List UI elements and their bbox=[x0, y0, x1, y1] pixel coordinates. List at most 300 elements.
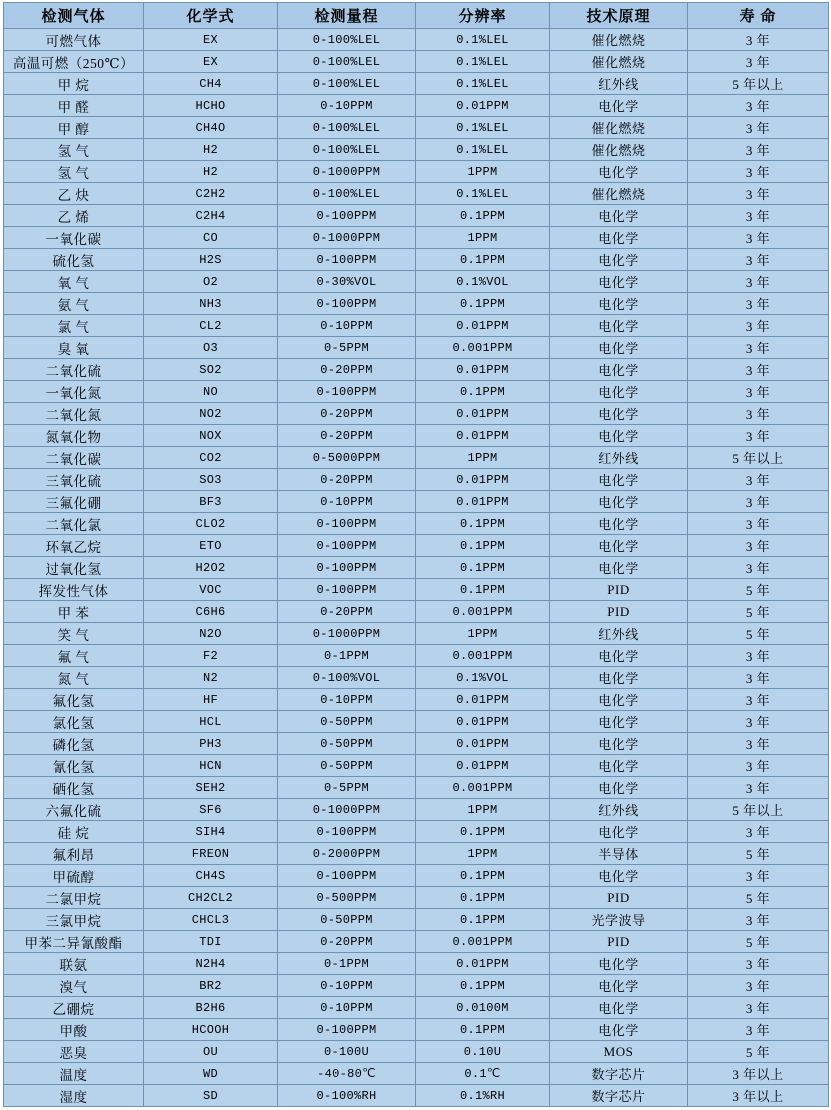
cell-chemical-formula: H2S bbox=[144, 249, 278, 271]
cell-detection-range: 0-20PPM bbox=[278, 359, 416, 381]
cell-lifetime: 3 年 bbox=[688, 205, 829, 227]
table-row bbox=[4, 403, 829, 425]
cell-resolution: 0.01PPM bbox=[416, 469, 550, 491]
table-row bbox=[4, 689, 829, 711]
cell-resolution: 1PPM bbox=[416, 227, 550, 249]
cell-resolution: 0.10U bbox=[416, 1041, 550, 1063]
cell-detection-range: 0-100PPM bbox=[278, 293, 416, 315]
cell-technology: 电化学 bbox=[550, 381, 688, 403]
cell-detection-range: 0-100U bbox=[278, 1041, 416, 1063]
cell-technology: 电化学 bbox=[550, 271, 688, 293]
cell-chemical-formula: VOC bbox=[144, 579, 278, 601]
cell-technology: 电化学 bbox=[550, 249, 688, 271]
table-row bbox=[4, 469, 829, 491]
table-row bbox=[4, 447, 829, 469]
cell-detection-range: 0-100PPM bbox=[278, 821, 416, 843]
cell-technology: 数字芯片 bbox=[550, 1063, 688, 1085]
cell-resolution: 0.01PPM bbox=[416, 755, 550, 777]
cell-detection-range: 0-100%LEL bbox=[278, 51, 416, 73]
cell-resolution: 0.1%RH bbox=[416, 1085, 550, 1107]
table-row bbox=[4, 73, 829, 95]
cell-detection-range: 0-50PPM bbox=[278, 909, 416, 931]
cell-resolution: 0.1PPM bbox=[416, 293, 550, 315]
cell-detection-range: 0-100%LEL bbox=[278, 183, 416, 205]
cell-resolution: 0.1PPM bbox=[416, 887, 550, 909]
cell-chemical-formula: BR2 bbox=[144, 975, 278, 997]
cell-resolution: 0.1PPM bbox=[416, 381, 550, 403]
cell-gas-name: 氰化氢 bbox=[4, 755, 144, 777]
cell-resolution: 0.01PPM bbox=[416, 425, 550, 447]
cell-lifetime: 3 年 bbox=[688, 183, 829, 205]
cell-chemical-formula: NO bbox=[144, 381, 278, 403]
cell-lifetime: 3 年以上 bbox=[688, 1063, 829, 1085]
cell-resolution: 0.1%VOL bbox=[416, 667, 550, 689]
cell-gas-name: 乙硼烷 bbox=[4, 997, 144, 1019]
cell-gas-name: 恶臭 bbox=[4, 1041, 144, 1063]
cell-technology: 电化学 bbox=[550, 645, 688, 667]
cell-resolution: 0.001PPM bbox=[416, 777, 550, 799]
cell-detection-range: 0-100PPM bbox=[278, 381, 416, 403]
cell-resolution: 0.001PPM bbox=[416, 601, 550, 623]
cell-technology: 电化学 bbox=[550, 491, 688, 513]
cell-chemical-formula: CH4S bbox=[144, 865, 278, 887]
cell-resolution: 0.01PPM bbox=[416, 711, 550, 733]
cell-detection-range: 0-100PPM bbox=[278, 579, 416, 601]
cell-gas-name: 甲 醇 bbox=[4, 117, 144, 139]
cell-detection-range: 0-10PPM bbox=[278, 997, 416, 1019]
table-row bbox=[4, 843, 829, 865]
table-row bbox=[4, 755, 829, 777]
cell-detection-range: 0-30%VOL bbox=[278, 271, 416, 293]
cell-lifetime: 3 年 bbox=[688, 975, 829, 997]
cell-detection-range: 0-5PPM bbox=[278, 777, 416, 799]
cell-chemical-formula: NO2 bbox=[144, 403, 278, 425]
table-row bbox=[4, 799, 829, 821]
cell-lifetime: 5 年 bbox=[688, 931, 829, 953]
cell-lifetime: 3 年 bbox=[688, 667, 829, 689]
table-row bbox=[4, 997, 829, 1019]
cell-lifetime: 3 年 bbox=[688, 997, 829, 1019]
table-row bbox=[4, 95, 829, 117]
cell-technology: PID bbox=[550, 601, 688, 623]
cell-detection-range: 0-5PPM bbox=[278, 337, 416, 359]
cell-technology: 电化学 bbox=[550, 821, 688, 843]
cell-lifetime: 3 年 bbox=[688, 271, 829, 293]
cell-technology: 催化燃烧 bbox=[550, 139, 688, 161]
cell-technology: 电化学 bbox=[550, 755, 688, 777]
cell-lifetime: 3 年 bbox=[688, 315, 829, 337]
table-row bbox=[4, 491, 829, 513]
cell-technology: 电化学 bbox=[550, 733, 688, 755]
cell-gas-name: 挥发性气体 bbox=[4, 579, 144, 601]
cell-resolution: 0.1PPM bbox=[416, 821, 550, 843]
cell-gas-name: 甲酸 bbox=[4, 1019, 144, 1041]
cell-lifetime: 3 年 bbox=[688, 865, 829, 887]
cell-resolution: 0.1PPM bbox=[416, 205, 550, 227]
cell-lifetime: 3 年 bbox=[688, 51, 829, 73]
cell-detection-range: 0-500PPM bbox=[278, 887, 416, 909]
cell-detection-range: 0-100PPM bbox=[278, 205, 416, 227]
cell-gas-name: 乙 烯 bbox=[4, 205, 144, 227]
cell-resolution: 0.1%LEL bbox=[416, 183, 550, 205]
cell-technology: 电化学 bbox=[550, 953, 688, 975]
cell-lifetime: 5 年 bbox=[688, 1041, 829, 1063]
cell-chemical-formula: ETO bbox=[144, 535, 278, 557]
cell-chemical-formula: N2 bbox=[144, 667, 278, 689]
cell-gas-name: 氮氧化物 bbox=[4, 425, 144, 447]
table-header bbox=[4, 3, 829, 29]
cell-chemical-formula: NOX bbox=[144, 425, 278, 447]
cell-chemical-formula: F2 bbox=[144, 645, 278, 667]
table-row bbox=[4, 777, 829, 799]
cell-gas-name: 甲苯二异氰酸酯 bbox=[4, 931, 144, 953]
cell-lifetime: 3 年 bbox=[688, 161, 829, 183]
cell-detection-range: 0-20PPM bbox=[278, 469, 416, 491]
table-row bbox=[4, 227, 829, 249]
table-row bbox=[4, 975, 829, 997]
cell-technology: 催化燃烧 bbox=[550, 51, 688, 73]
cell-lifetime: 3 年 bbox=[688, 689, 829, 711]
cell-technology: 电化学 bbox=[550, 205, 688, 227]
cell-chemical-formula: SO3 bbox=[144, 469, 278, 491]
cell-technology: 催化燃烧 bbox=[550, 117, 688, 139]
cell-chemical-formula: WD bbox=[144, 1063, 278, 1085]
cell-lifetime: 3 年 bbox=[688, 95, 829, 117]
cell-resolution: 0.1%VOL bbox=[416, 271, 550, 293]
cell-detection-range: 0-50PPM bbox=[278, 711, 416, 733]
table-row bbox=[4, 359, 829, 381]
cell-resolution: 0.1PPM bbox=[416, 535, 550, 557]
cell-technology: 电化学 bbox=[550, 337, 688, 359]
cell-gas-name: 氮 气 bbox=[4, 667, 144, 689]
cell-technology: 红外线 bbox=[550, 73, 688, 95]
cell-detection-range: 0-100%RH bbox=[278, 1085, 416, 1107]
table-row bbox=[4, 887, 829, 909]
cell-gas-name: 三氧化硫 bbox=[4, 469, 144, 491]
cell-gas-name: 氢 气 bbox=[4, 139, 144, 161]
cell-chemical-formula: C2H4 bbox=[144, 205, 278, 227]
cell-resolution: 0.01PPM bbox=[416, 491, 550, 513]
cell-gas-name: 二氧化氮 bbox=[4, 403, 144, 425]
cell-technology: PID bbox=[550, 931, 688, 953]
cell-detection-range: 0-1PPM bbox=[278, 645, 416, 667]
cell-lifetime: 3 年 bbox=[688, 733, 829, 755]
cell-lifetime: 3 年 bbox=[688, 227, 829, 249]
cell-lifetime: 3 年 bbox=[688, 491, 829, 513]
table-row bbox=[4, 623, 829, 645]
cell-resolution: 0.1PPM bbox=[416, 909, 550, 931]
cell-technology: 电化学 bbox=[550, 161, 688, 183]
table-row bbox=[4, 865, 829, 887]
cell-resolution: 0.1%LEL bbox=[416, 139, 550, 161]
table-row bbox=[4, 821, 829, 843]
cell-resolution: 0.0100M bbox=[416, 997, 550, 1019]
cell-technology: 电化学 bbox=[550, 711, 688, 733]
cell-chemical-formula: H2O2 bbox=[144, 557, 278, 579]
cell-lifetime: 3 年 bbox=[688, 909, 829, 931]
table-row bbox=[4, 117, 829, 139]
cell-detection-range: 0-100PPM bbox=[278, 1019, 416, 1041]
cell-chemical-formula: SF6 bbox=[144, 799, 278, 821]
cell-detection-range: 0-2000PPM bbox=[278, 843, 416, 865]
cell-gas-name: 六氟化硫 bbox=[4, 799, 144, 821]
cell-detection-range: 0-50PPM bbox=[278, 755, 416, 777]
cell-gas-name: 磷化氢 bbox=[4, 733, 144, 755]
cell-resolution: 1PPM bbox=[416, 623, 550, 645]
column-header-technology: 技术原理 bbox=[550, 3, 688, 29]
cell-lifetime: 3 年 bbox=[688, 403, 829, 425]
cell-gas-name: 二氯甲烷 bbox=[4, 887, 144, 909]
cell-detection-range: 0-20PPM bbox=[278, 425, 416, 447]
cell-resolution: 1PPM bbox=[416, 447, 550, 469]
cell-resolution: 0.1PPM bbox=[416, 513, 550, 535]
cell-chemical-formula: CH4O bbox=[144, 117, 278, 139]
cell-technology: 半导体 bbox=[550, 843, 688, 865]
table-row bbox=[4, 315, 829, 337]
cell-lifetime: 3 年 bbox=[688, 117, 829, 139]
cell-gas-name: 硅 烷 bbox=[4, 821, 144, 843]
cell-detection-range: 0-100%VOL bbox=[278, 667, 416, 689]
cell-chemical-formula: N2O bbox=[144, 623, 278, 645]
cell-resolution: 0.1PPM bbox=[416, 579, 550, 601]
cell-chemical-formula: OU bbox=[144, 1041, 278, 1063]
cell-gas-name: 二氧化硫 bbox=[4, 359, 144, 381]
cell-chemical-formula: C6H6 bbox=[144, 601, 278, 623]
table-row bbox=[4, 293, 829, 315]
cell-detection-range: 0-20PPM bbox=[278, 931, 416, 953]
table-row bbox=[4, 1063, 829, 1085]
cell-gas-name: 溴气 bbox=[4, 975, 144, 997]
cell-gas-name: 三氟化硼 bbox=[4, 491, 144, 513]
cell-chemical-formula: HCN bbox=[144, 755, 278, 777]
cell-technology: 红外线 bbox=[550, 447, 688, 469]
table-row bbox=[4, 139, 829, 161]
cell-detection-range: 0-1000PPM bbox=[278, 161, 416, 183]
cell-chemical-formula: CHCL3 bbox=[144, 909, 278, 931]
cell-technology: 电化学 bbox=[550, 667, 688, 689]
cell-detection-range: 0-100PPM bbox=[278, 513, 416, 535]
cell-detection-range: 0-1000PPM bbox=[278, 227, 416, 249]
cell-lifetime: 5 年以上 bbox=[688, 799, 829, 821]
cell-chemical-formula: C2H2 bbox=[144, 183, 278, 205]
cell-detection-range: 0-100%LEL bbox=[278, 139, 416, 161]
cell-lifetime: 3 年 bbox=[688, 953, 829, 975]
cell-chemical-formula: O2 bbox=[144, 271, 278, 293]
cell-resolution: 0.1%LEL bbox=[416, 73, 550, 95]
cell-chemical-formula: H2 bbox=[144, 161, 278, 183]
table-header-row bbox=[4, 3, 829, 29]
cell-lifetime: 5 年以上 bbox=[688, 73, 829, 95]
cell-lifetime: 5 年 bbox=[688, 887, 829, 909]
cell-lifetime: 3 年 bbox=[688, 777, 829, 799]
cell-technology: 电化学 bbox=[550, 293, 688, 315]
cell-resolution: 0.1PPM bbox=[416, 865, 550, 887]
cell-detection-range: 0-100PPM bbox=[278, 535, 416, 557]
cell-technology: 电化学 bbox=[550, 315, 688, 337]
cell-lifetime: 3 年 bbox=[688, 381, 829, 403]
cell-resolution: 0.1PPM bbox=[416, 975, 550, 997]
cell-chemical-formula: CO bbox=[144, 227, 278, 249]
table-row bbox=[4, 205, 829, 227]
cell-resolution: 1PPM bbox=[416, 799, 550, 821]
cell-detection-range: 0-5000PPM bbox=[278, 447, 416, 469]
table-row bbox=[4, 931, 829, 953]
table-row bbox=[4, 601, 829, 623]
cell-lifetime: 3 年 bbox=[688, 557, 829, 579]
cell-chemical-formula: H2 bbox=[144, 139, 278, 161]
cell-resolution: 0.01PPM bbox=[416, 689, 550, 711]
cell-gas-name: 氟利昂 bbox=[4, 843, 144, 865]
cell-chemical-formula: PH3 bbox=[144, 733, 278, 755]
cell-gas-name: 环氧乙烷 bbox=[4, 535, 144, 557]
cell-chemical-formula: N2H4 bbox=[144, 953, 278, 975]
column-header-chemical-formula: 化学式 bbox=[144, 3, 278, 29]
cell-gas-name: 氢 气 bbox=[4, 161, 144, 183]
cell-technology: 电化学 bbox=[550, 95, 688, 117]
cell-lifetime: 3 年 bbox=[688, 755, 829, 777]
cell-lifetime: 3 年 bbox=[688, 249, 829, 271]
cell-chemical-formula: HCHO bbox=[144, 95, 278, 117]
table-row bbox=[4, 249, 829, 271]
cell-lifetime: 3 年 bbox=[688, 535, 829, 557]
cell-resolution: 0.1PPM bbox=[416, 1019, 550, 1041]
cell-resolution: 0.01PPM bbox=[416, 953, 550, 975]
cell-resolution: 0.01PPM bbox=[416, 733, 550, 755]
cell-technology: 光学波导 bbox=[550, 909, 688, 931]
cell-gas-name: 硫化氢 bbox=[4, 249, 144, 271]
cell-resolution: 0.1%LEL bbox=[416, 51, 550, 73]
cell-chemical-formula: EX bbox=[144, 29, 278, 51]
cell-technology: 电化学 bbox=[550, 997, 688, 1019]
cell-technology: 红外线 bbox=[550, 623, 688, 645]
table-row bbox=[4, 161, 829, 183]
cell-detection-range: 0-1000PPM bbox=[278, 623, 416, 645]
cell-gas-name: 温度 bbox=[4, 1063, 144, 1085]
cell-chemical-formula: CO2 bbox=[144, 447, 278, 469]
cell-gas-name: 二氧化碳 bbox=[4, 447, 144, 469]
cell-technology: 电化学 bbox=[550, 689, 688, 711]
table-row bbox=[4, 1019, 829, 1041]
cell-gas-name: 高温可燃（250℃） bbox=[4, 51, 144, 73]
cell-gas-name: 三氯甲烷 bbox=[4, 909, 144, 931]
column-header-resolution: 分辨率 bbox=[416, 3, 550, 29]
cell-lifetime: 3 年 bbox=[688, 469, 829, 491]
cell-gas-name: 可燃气体 bbox=[4, 29, 144, 51]
cell-lifetime: 3 年以上 bbox=[688, 1085, 829, 1107]
cell-lifetime: 3 年 bbox=[688, 513, 829, 535]
table-row bbox=[4, 733, 829, 755]
cell-resolution: 1PPM bbox=[416, 843, 550, 865]
cell-gas-name: 氯化氢 bbox=[4, 711, 144, 733]
cell-technology: 电化学 bbox=[550, 227, 688, 249]
table-body bbox=[4, 29, 829, 1107]
cell-resolution: 0.1PPM bbox=[416, 249, 550, 271]
cell-gas-name: 一氧化碳 bbox=[4, 227, 144, 249]
cell-chemical-formula: NH3 bbox=[144, 293, 278, 315]
cell-technology: PID bbox=[550, 887, 688, 909]
cell-technology: 电化学 bbox=[550, 469, 688, 491]
column-header-gas-name: 检测气体 bbox=[4, 3, 144, 29]
cell-lifetime: 5 年 bbox=[688, 601, 829, 623]
cell-chemical-formula: O3 bbox=[144, 337, 278, 359]
cell-chemical-formula: HF bbox=[144, 689, 278, 711]
cell-gas-name: 硒化氢 bbox=[4, 777, 144, 799]
cell-gas-name: 联氨 bbox=[4, 953, 144, 975]
table-row bbox=[4, 381, 829, 403]
cell-chemical-formula: CH2CL2 bbox=[144, 887, 278, 909]
cell-technology: 红外线 bbox=[550, 799, 688, 821]
cell-detection-range: 0-100%LEL bbox=[278, 29, 416, 51]
cell-detection-range: 0-10PPM bbox=[278, 689, 416, 711]
cell-technology: 电化学 bbox=[550, 865, 688, 887]
cell-chemical-formula: SEH2 bbox=[144, 777, 278, 799]
cell-lifetime: 3 年 bbox=[688, 1019, 829, 1041]
cell-gas-name: 甲 醛 bbox=[4, 95, 144, 117]
cell-chemical-formula: FREON bbox=[144, 843, 278, 865]
table-row bbox=[4, 579, 829, 601]
cell-technology: 电化学 bbox=[550, 359, 688, 381]
cell-lifetime: 3 年 bbox=[688, 821, 829, 843]
cell-lifetime: 3 年 bbox=[688, 29, 829, 51]
cell-resolution: 0.01PPM bbox=[416, 403, 550, 425]
cell-gas-name: 笑 气 bbox=[4, 623, 144, 645]
cell-technology: 电化学 bbox=[550, 777, 688, 799]
cell-chemical-formula: SD bbox=[144, 1085, 278, 1107]
cell-lifetime: 3 年 bbox=[688, 337, 829, 359]
cell-chemical-formula: EX bbox=[144, 51, 278, 73]
cell-lifetime: 5 年 bbox=[688, 623, 829, 645]
table-row bbox=[4, 711, 829, 733]
cell-gas-name: 二氧化氯 bbox=[4, 513, 144, 535]
cell-detection-range: 0-1000PPM bbox=[278, 799, 416, 821]
cell-detection-range: -40-80℃ bbox=[278, 1063, 416, 1085]
cell-technology: 电化学 bbox=[550, 535, 688, 557]
cell-technology: 电化学 bbox=[550, 975, 688, 997]
cell-gas-name: 氯 气 bbox=[4, 315, 144, 337]
cell-gas-name: 氟化氢 bbox=[4, 689, 144, 711]
cell-detection-range: 0-20PPM bbox=[278, 601, 416, 623]
cell-resolution: 0.01PPM bbox=[416, 95, 550, 117]
cell-lifetime: 5 年 bbox=[688, 843, 829, 865]
cell-technology: 电化学 bbox=[550, 557, 688, 579]
cell-detection-range: 0-10PPM bbox=[278, 975, 416, 997]
cell-resolution: 0.1PPM bbox=[416, 557, 550, 579]
cell-resolution: 0.001PPM bbox=[416, 645, 550, 667]
cell-technology: 电化学 bbox=[550, 513, 688, 535]
cell-detection-range: 0-100%LEL bbox=[278, 73, 416, 95]
cell-gas-name: 湿度 bbox=[4, 1085, 144, 1107]
cell-resolution: 0.001PPM bbox=[416, 337, 550, 359]
table-row bbox=[4, 535, 829, 557]
cell-lifetime: 3 年 bbox=[688, 711, 829, 733]
table-row bbox=[4, 425, 829, 447]
column-header-detection-range: 检测量程 bbox=[278, 3, 416, 29]
cell-chemical-formula: B2H6 bbox=[144, 997, 278, 1019]
cell-gas-name: 臭 氧 bbox=[4, 337, 144, 359]
cell-detection-range: 0-1PPM bbox=[278, 953, 416, 975]
cell-resolution: 0.001PPM bbox=[416, 931, 550, 953]
cell-gas-name: 乙 炔 bbox=[4, 183, 144, 205]
cell-resolution: 0.01PPM bbox=[416, 359, 550, 381]
table-row bbox=[4, 271, 829, 293]
cell-resolution: 1PPM bbox=[416, 161, 550, 183]
cell-lifetime: 3 年 bbox=[688, 293, 829, 315]
cell-gas-name: 甲 烷 bbox=[4, 73, 144, 95]
table-row bbox=[4, 557, 829, 579]
cell-technology: MOS bbox=[550, 1041, 688, 1063]
table-row bbox=[4, 1041, 829, 1063]
table-row bbox=[4, 953, 829, 975]
